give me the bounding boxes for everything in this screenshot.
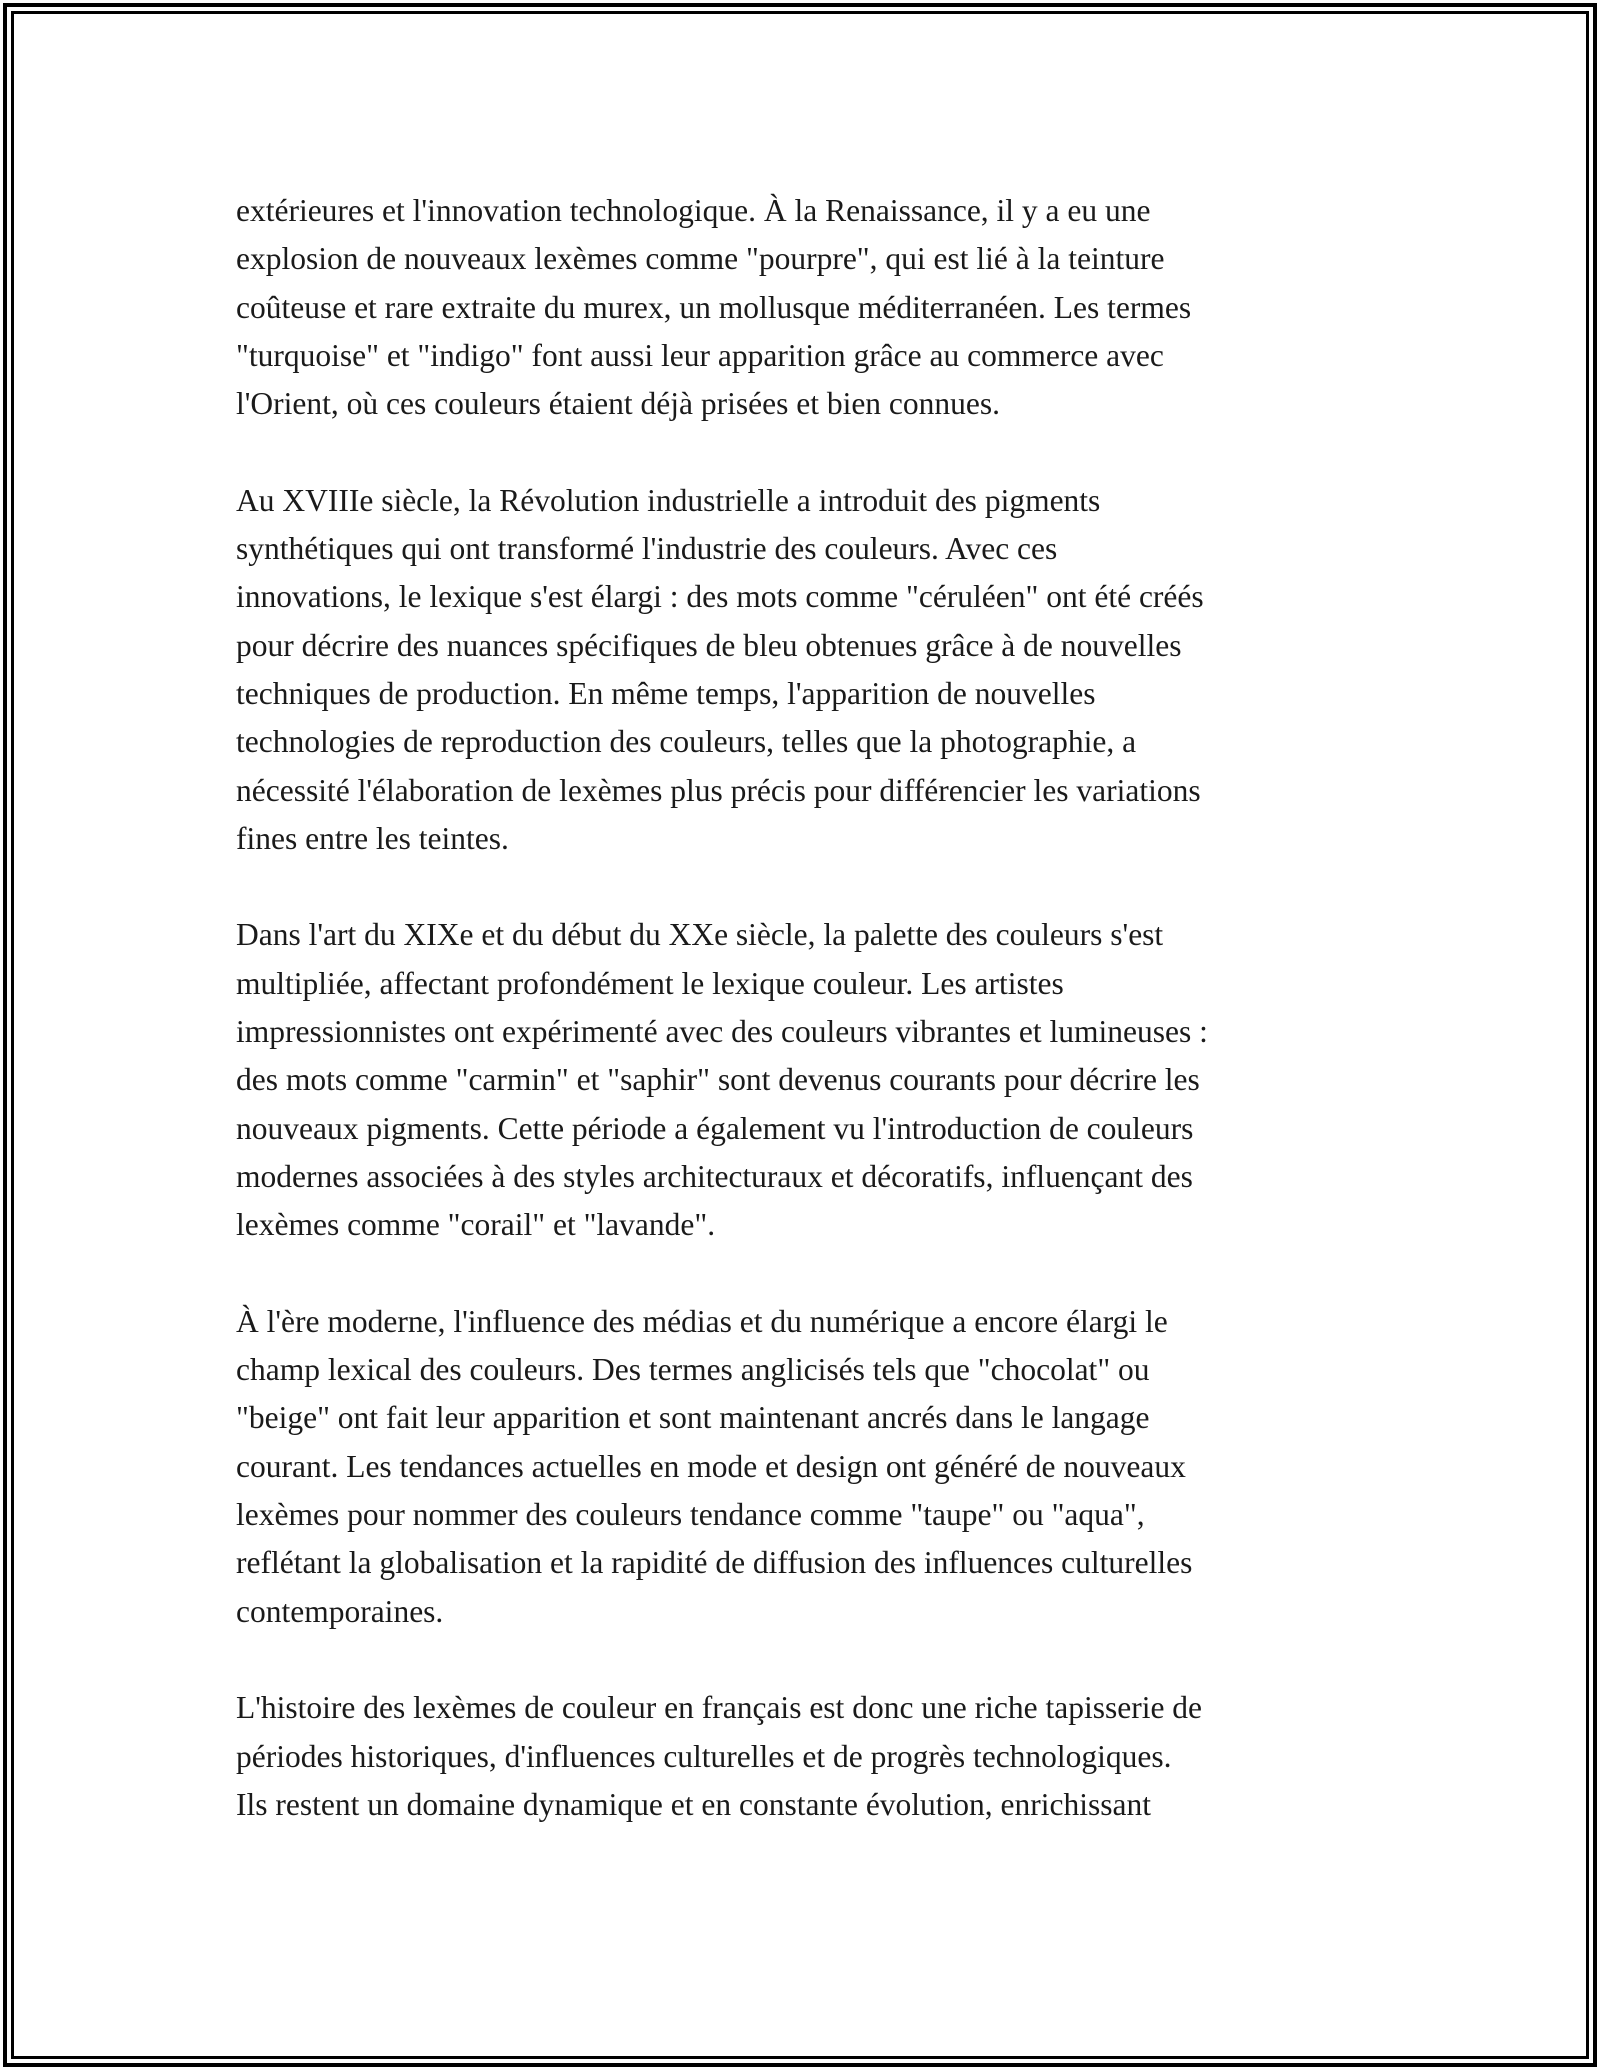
text-line: l'Orient, où ces couleurs étaient déjà prisées et bien connues. [236,386,1001,422]
text-line: technologies de reproduction des couleurs, telles que la photographie, a [236,724,1137,760]
text-line: périodes historiques, d'influences culturelles et de progrès technologiques. [236,1738,1172,1774]
text-line: lexèmes comme "corail" et "lavande". [236,1207,716,1243]
text-line: extérieures et l'innovation technologique. À la Renaissance, il y a eu une [236,193,1151,228]
text-line: modernes associées à des styles architecturaux et décoratifs, influençant des [236,1158,1193,1194]
text-line: L'histoire des lexèmes de couleur en français est donc une riche tapisserie de [236,1690,1203,1726]
paragraph [236,1298,1376,1636]
text-line: À l'ère moderne, l'influence des médias et du numérique a encore élargi le [236,1303,1168,1339]
paragraph [236,187,1376,428]
paragraph [236,477,1376,863]
text-line: "turquoise" et "indigo" font aussi leur apparition grâce au commerce avec [236,337,1164,373]
text-line: lexèmes pour nommer des couleurs tendance comme "taupe" ou "aqua", [236,1497,1145,1533]
text-line: techniques de production. En même temps, l'apparition de nouvelles [236,675,1096,711]
text-line: Dans l'art du XIXe et du début du XXe siècle, la palette des couleurs s'est [236,917,1164,953]
text-line: innovations, le lexique s'est élargi : des mots comme "céruléen" ont été créés [236,579,1204,615]
text-line: Ils restent un domaine dynamique et en constante évolution, enrichissant [236,1786,1152,1822]
text-line: nouveaux pigments. Cette période a également vu l'introduction de couleurs [236,1110,1194,1146]
text-line: pour décrire des nuances spécifiques de bleu obtenues grâce à de nouvelles [236,627,1182,663]
text-line: reflétant la globalisation et la rapidité de diffusion des influences culturelles [236,1545,1193,1581]
paragraph [236,911,1376,1249]
paragraph [236,1684,1376,1829]
text-line: explosion de nouveaux lexèmes comme "pourpre", qui est lié à la teinture [236,241,1165,277]
text-line: "beige" ont fait leur apparition et sont maintenant ancrés dans le langage [236,1400,1150,1436]
text-line: nécessité l'élaboration de lexèmes plus précis pour différencier les variations [236,772,1201,808]
text-line: Au XVIIIe siècle, la Révolution industrielle a introduit des pigments [236,482,1101,518]
text-line: synthétiques qui ont transformé l'industrie des couleurs. Avec ces [236,531,1058,567]
text-line: impressionnistes ont expérimenté avec des couleurs vibrantes et lumineuses : [236,1014,1208,1050]
text-line: coûteuse et rare extraite du murex, un mollusque méditerranéen. Les termes [236,289,1192,325]
document-body [236,187,1376,1829]
text-line: fines entre les teintes. [236,820,509,856]
text-line: courant. Les tendances actuelles en mode et design ont généré de nouveaux [236,1448,1186,1484]
text-line: contemporaines. [236,1593,444,1629]
text-line: des mots comme "carmin" et "saphir" sont devenus courants pour décrire les [236,1062,1200,1098]
text-line: multipliée, affectant profondément le lexique couleur. Les artistes [236,965,1064,1001]
text-line: champ lexical des couleurs. Des termes anglicisés tels que "chocolat" ou [236,1352,1150,1388]
